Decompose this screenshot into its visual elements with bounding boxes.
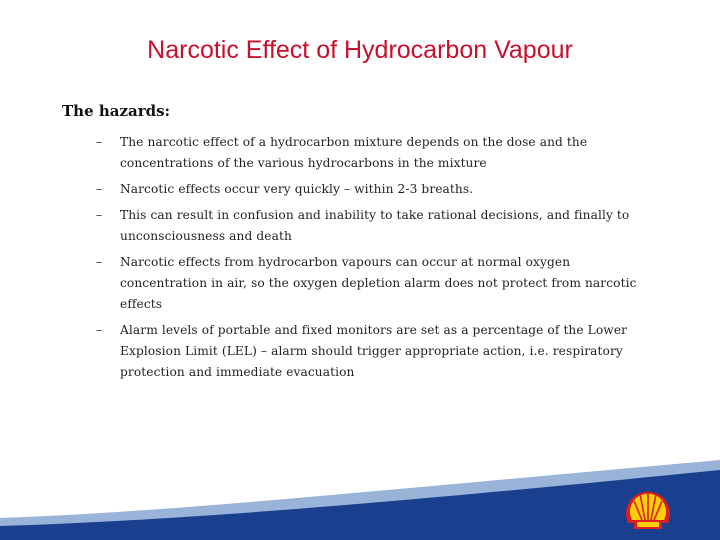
bullet-dash: – <box>96 135 103 149</box>
bullet-text: Narcotic effects occur very quickly – within 2-3 breaths. <box>120 182 474 196</box>
bullet-list <box>96 132 658 388</box>
footer-wave <box>0 440 720 540</box>
list-item <box>96 205 658 247</box>
section-heading: The hazards: <box>62 102 171 120</box>
list-item <box>96 179 658 200</box>
bullet-dash: – <box>96 323 103 337</box>
bullet-dash: – <box>96 182 103 196</box>
slide-title: Narcotic Effect of Hydrocarbon Vapour <box>147 36 573 64</box>
bullet-text: Alarm levels of portable and fixed monitors are set as a percentage of the Lower Explosion Limit (LEL) – alarm should trigger appropriate action, i.e. respiratory protection and immediate evacuation <box>120 323 628 379</box>
bullet-text: Narcotic effects from hydrocarbon vapours can occur at normal oxygen concentration in air, so the oxygen depletion alarm does not protect from narcotic effects <box>120 255 637 311</box>
bullet-dash: – <box>96 208 103 222</box>
list-item <box>96 252 658 315</box>
list-item <box>96 132 658 174</box>
list-item <box>96 320 658 383</box>
bullet-text: The narcotic effect of a hydrocarbon mixture depends on the dose and the concentrations of the various hydrocarbons in the mixture <box>120 135 588 170</box>
bullet-dash: – <box>96 255 103 269</box>
bullet-text: This can result in confusion and inability to take rational decisions, and finally to unconsciousness and death <box>120 208 630 243</box>
